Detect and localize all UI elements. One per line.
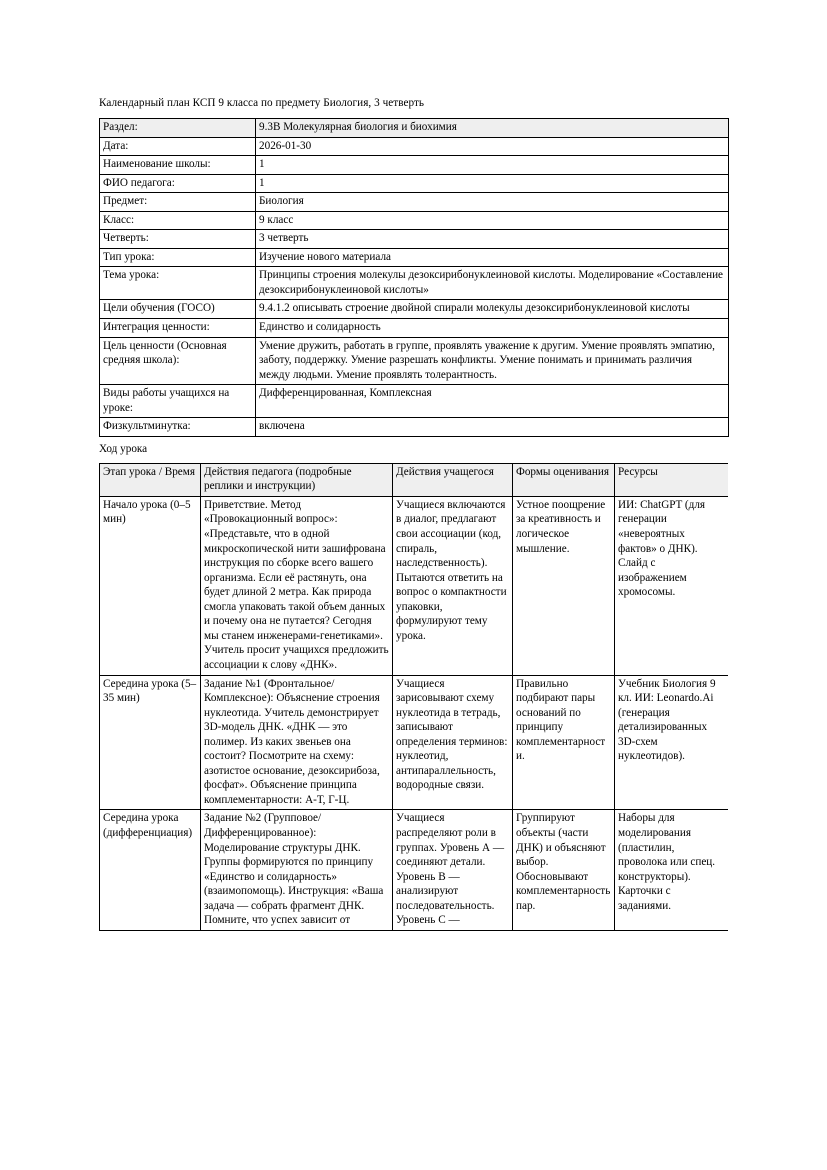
- info-row-label: Физкультминутка:: [100, 418, 256, 437]
- info-row-value: Изучение нового материала: [256, 248, 729, 267]
- flow-cell-teacher: Приветствие. Метод «Провокационный вопрос»: «Представьте, что в одной микроскопической нити зашифрована инструкция по сборке всего вашего организма. Если её растянуть, она будет длиной 2 метра. Как природа смогла упаковать такой объем данных и почему она не путается? Сегодня мы станем инженерами-генетиками». Учитель просит учащихся предложить ассоциации к слову «ДНК».: [201, 496, 393, 675]
- info-row-value: 1: [256, 174, 729, 193]
- table-row: [100, 385, 729, 418]
- table-row: [100, 496, 729, 675]
- lesson-flow-heading: Ход урока: [99, 442, 148, 455]
- column-header-assessment: Формы оценивания: [513, 463, 615, 496]
- info-row-label: Четверть:: [100, 230, 256, 249]
- flow-cell-resources: Наборы для моделирования (пластилин, проволока или спец. конструкторы). Карточки с заданиями.: [615, 810, 729, 930]
- page-title: Календарный план КСП 9 класса по предмету Биология, 3 четверть: [99, 97, 425, 109]
- table-row: [100, 248, 729, 267]
- info-row-value: 3 четверть: [256, 230, 729, 249]
- info-row-label: Виды работы учащихся на уроке:: [100, 385, 256, 418]
- flow-cell-stage: Середина урока (дифференциация): [100, 810, 201, 930]
- flow-cell-student: Учащиеся включаются в диалог, предлагают свои ассоциации (код, спираль, наследственность). Пытаются ответить на вопрос о компактности упаковки, формулируют тему урока.: [393, 496, 513, 675]
- table-row: [100, 300, 729, 319]
- flow-cell-teacher: Задание №1 (Фронтальное/Комплексное): Объяснение строения нуклеотида. Учитель демонстрирует 3D-модель ДНК. «ДНК — это полимер. Из каких звеньев она состоит? Посмотрите на схему: азотистое основание, дезоксирибоза, фосфат». Объяснение принципа комплементарности: А-Т, Г-Ц.: [201, 675, 393, 810]
- info-row-value: Дифференцированная, Комплексная: [256, 385, 729, 418]
- info-row-label: Цель ценности (Основная средняя школа):: [100, 337, 256, 385]
- table-row: [100, 137, 729, 156]
- table-row: [100, 337, 729, 385]
- table-row: [100, 156, 729, 175]
- flow-cell-resources: ИИ: ChatGPT (для генерации «невероятных фактов» о ДНК). Слайд с изображением хромосомы.: [615, 496, 729, 675]
- lesson-info-table: [99, 118, 729, 437]
- table-row: [100, 193, 729, 212]
- info-row-label: ФИО педагога:: [100, 174, 256, 193]
- info-row-label: Дата:: [100, 137, 256, 156]
- column-header-resources: Ресурсы: [615, 463, 729, 496]
- flow-cell-resources: Учебник Биология 9 кл. ИИ: Leonardo.Ai (генерация детализированных 3D-схем нуклеотидов).: [615, 675, 729, 810]
- info-row-value: включена: [256, 418, 729, 437]
- flow-cell-stage: Начало урока (0–5 мин): [100, 496, 201, 675]
- table-row: [100, 174, 729, 193]
- table-row: [100, 267, 729, 300]
- flow-cell-assessment: Устное поощрение за креативность и логическое мышление.: [513, 496, 615, 675]
- info-row-value: 9 класс: [256, 211, 729, 230]
- table-row: [100, 230, 729, 249]
- info-row-label: Интеграция ценности:: [100, 319, 256, 338]
- info-row-label: Предмет:: [100, 193, 256, 212]
- info-row-value: Единство и солидарность: [256, 319, 729, 338]
- lesson-flow-table: [99, 463, 728, 931]
- table-row: [100, 418, 729, 437]
- column-header-teacher: Действия педагога (подробные реплики и инструкции): [201, 463, 393, 496]
- info-row-value: Биология: [256, 193, 729, 212]
- info-row-value: Принципы строения молекулы дезоксирибонуклеиновой кислоты. Моделирование «Составление дезоксирибонуклеиновой кислоты»: [256, 267, 729, 300]
- info-row-label: Класс:: [100, 211, 256, 230]
- lesson-flow-table-wrapper: [99, 463, 728, 931]
- info-row-label: Тема урока:: [100, 267, 256, 300]
- info-row-value: 9.3В Молекулярная биология и биохимия: [256, 119, 729, 138]
- flow-cell-student: Учащиеся распределяют роли в группах. Уровень А — соединяют детали. Уровень В — анализируют последовательность. Уровень С —: [393, 810, 513, 930]
- column-header-stage: Этап урока / Время: [100, 463, 201, 496]
- info-row-label: Тип урока:: [100, 248, 256, 267]
- info-row-label: Наименование школы:: [100, 156, 256, 175]
- table-row: [100, 119, 729, 138]
- info-row-label: Цели обучения (ГОСО): [100, 300, 256, 319]
- info-row-value: 9.4.1.2 описывать строение двойной спирали молекулы дезоксирибонуклеиновой кислоты: [256, 300, 729, 319]
- table-header-row: [100, 463, 729, 496]
- flow-cell-assessment: Группируют объекты (части ДНК) и объясняют выбор. Обосновывают комплементарность пар.: [513, 810, 615, 930]
- document-content: [99, 96, 728, 931]
- table-row: [100, 211, 729, 230]
- table-row: [100, 675, 729, 810]
- info-row-label: Раздел:: [100, 119, 256, 138]
- flow-cell-stage: Середина урока (5–35 мин): [100, 675, 201, 810]
- column-header-student: Действия учащегося: [393, 463, 513, 496]
- table-row: [100, 810, 729, 930]
- info-row-value: Умение дружить, работать в группе, проявлять уважение к другим. Умение проявлять эмпатию, заботу, поддержку. Умение разрешать конфликты. Умение понимать и принимать различия между людьми. Умение проявлять толерантность.: [256, 337, 729, 385]
- flow-cell-student: Учащиеся зарисовывают схему нуклеотида в тетрадь, записывают определения терминов: нуклеотид, антипараллельность, водородные связи.: [393, 675, 513, 810]
- flow-cell-teacher: Задание №2 (Групповое/Дифференцированное): Моделирование структуры ДНК. Группы формируются по принципу «Единство и солидарность» (взаимопомощь). Инструкция: «Ваша задача — собрать фрагмент ДНК. Помните, что успех зависит от: [201, 810, 393, 930]
- info-row-value: 1: [256, 156, 729, 175]
- flow-cell-assessment: Правильно подбирают пары оснований по принципу комплементарности.: [513, 675, 615, 810]
- info-row-value: 2026-01-30: [256, 137, 729, 156]
- table-row: [100, 319, 729, 338]
